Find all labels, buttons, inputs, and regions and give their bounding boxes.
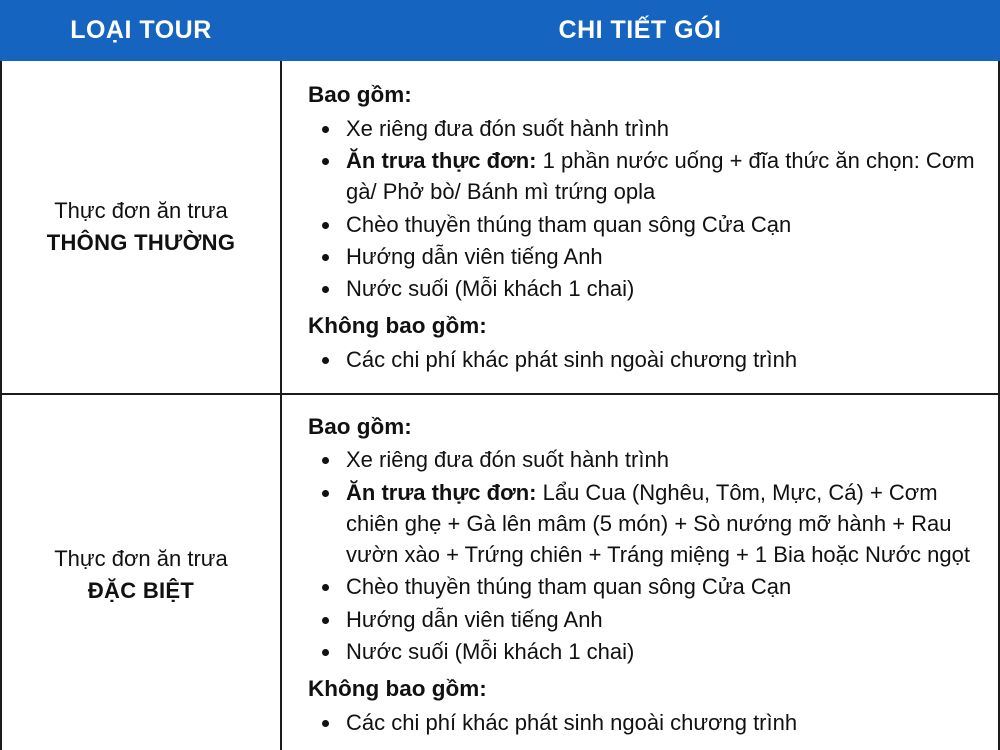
item-text: Chèo thuyền thúng tham quan sông Cửa Cạn (346, 211, 792, 237)
column-header-tour-type: LOẠI TOUR (1, 1, 281, 60)
item-text: Hướng dẫn viên tiếng Anh (346, 606, 603, 632)
table-body (1, 60, 999, 750)
package-details-cell-standard (281, 60, 999, 394)
table-row (1, 60, 999, 394)
list-item (342, 604, 978, 635)
table-header (1, 1, 999, 60)
package-details-cell-special (281, 394, 999, 750)
excluded-label: Không bao gồm: (308, 313, 487, 339)
tour-type-line2: ĐẶC BIỆT (87, 577, 195, 603)
tour-type-line1: Thực đơn ăn trưa (54, 197, 228, 223)
item-text: Nước suối (Mỗi khách 1 chai) (346, 276, 635, 302)
list-item (342, 477, 978, 571)
item-lead: Ăn trưa thực đơn: (346, 479, 537, 505)
list-item (342, 571, 978, 602)
included-list (308, 113, 978, 304)
column-header-package-details: CHI TIẾT GÓI (281, 1, 999, 60)
list-item (342, 444, 978, 475)
item-text: 1 phần nước uống + đĩa thức ăn chọn: Cơm gà/ Phở bò/ Bánh mì trứng opla (346, 148, 975, 205)
excluded-label: Không bao gồm: (308, 676, 487, 702)
table-row (1, 394, 999, 750)
item-text: Các chi phí khác phát sinh ngoài chương trình (346, 347, 798, 373)
excluded-list (308, 344, 978, 375)
item-text: Nước suối (Mỗi khách 1 chai) (346, 638, 635, 664)
list-item (342, 707, 978, 738)
item-text: Chèo thuyền thúng tham quan sông Cửa Cạn (346, 574, 792, 600)
item-text: Lẩu Cua (Nghêu, Tôm, Mực, Cá) + Cơm chiên ghẹ + Gà lên mâm (5 món) + Sò nướng mỡ hành + Rau vườn xào + Trứng chiên + Tráng miệng + 1 Bia hoặc Nước ngọt (346, 479, 970, 568)
list-item (342, 241, 978, 272)
tour-type-cell-special (1, 394, 281, 750)
tour-type-line2: THÔNG THƯỜNG (46, 229, 236, 255)
table-header-row (1, 1, 999, 60)
list-item (342, 209, 978, 240)
list-item (342, 273, 978, 304)
tour-type-cell-standard (1, 60, 281, 394)
item-text: Xe riêng đưa đón suốt hành trình (346, 115, 669, 141)
list-item (342, 636, 978, 667)
included-label: Bao gồm: (308, 413, 412, 439)
included-label: Bao gồm: (308, 82, 412, 107)
item-lead: Ăn trưa thực đơn: (346, 148, 537, 174)
included-list (308, 444, 978, 667)
list-item (342, 113, 978, 144)
tour-type-line1: Thực đơn ăn trưa (54, 546, 228, 571)
item-text: Các chi phí khác phát sinh ngoài chương trình (346, 710, 798, 736)
list-item (342, 344, 978, 375)
excluded-list (308, 707, 978, 738)
list-item (342, 145, 978, 207)
item-text: Hướng dẫn viên tiếng Anh (346, 243, 603, 269)
item-text: Xe riêng đưa đón suốt hành trình (346, 447, 669, 473)
